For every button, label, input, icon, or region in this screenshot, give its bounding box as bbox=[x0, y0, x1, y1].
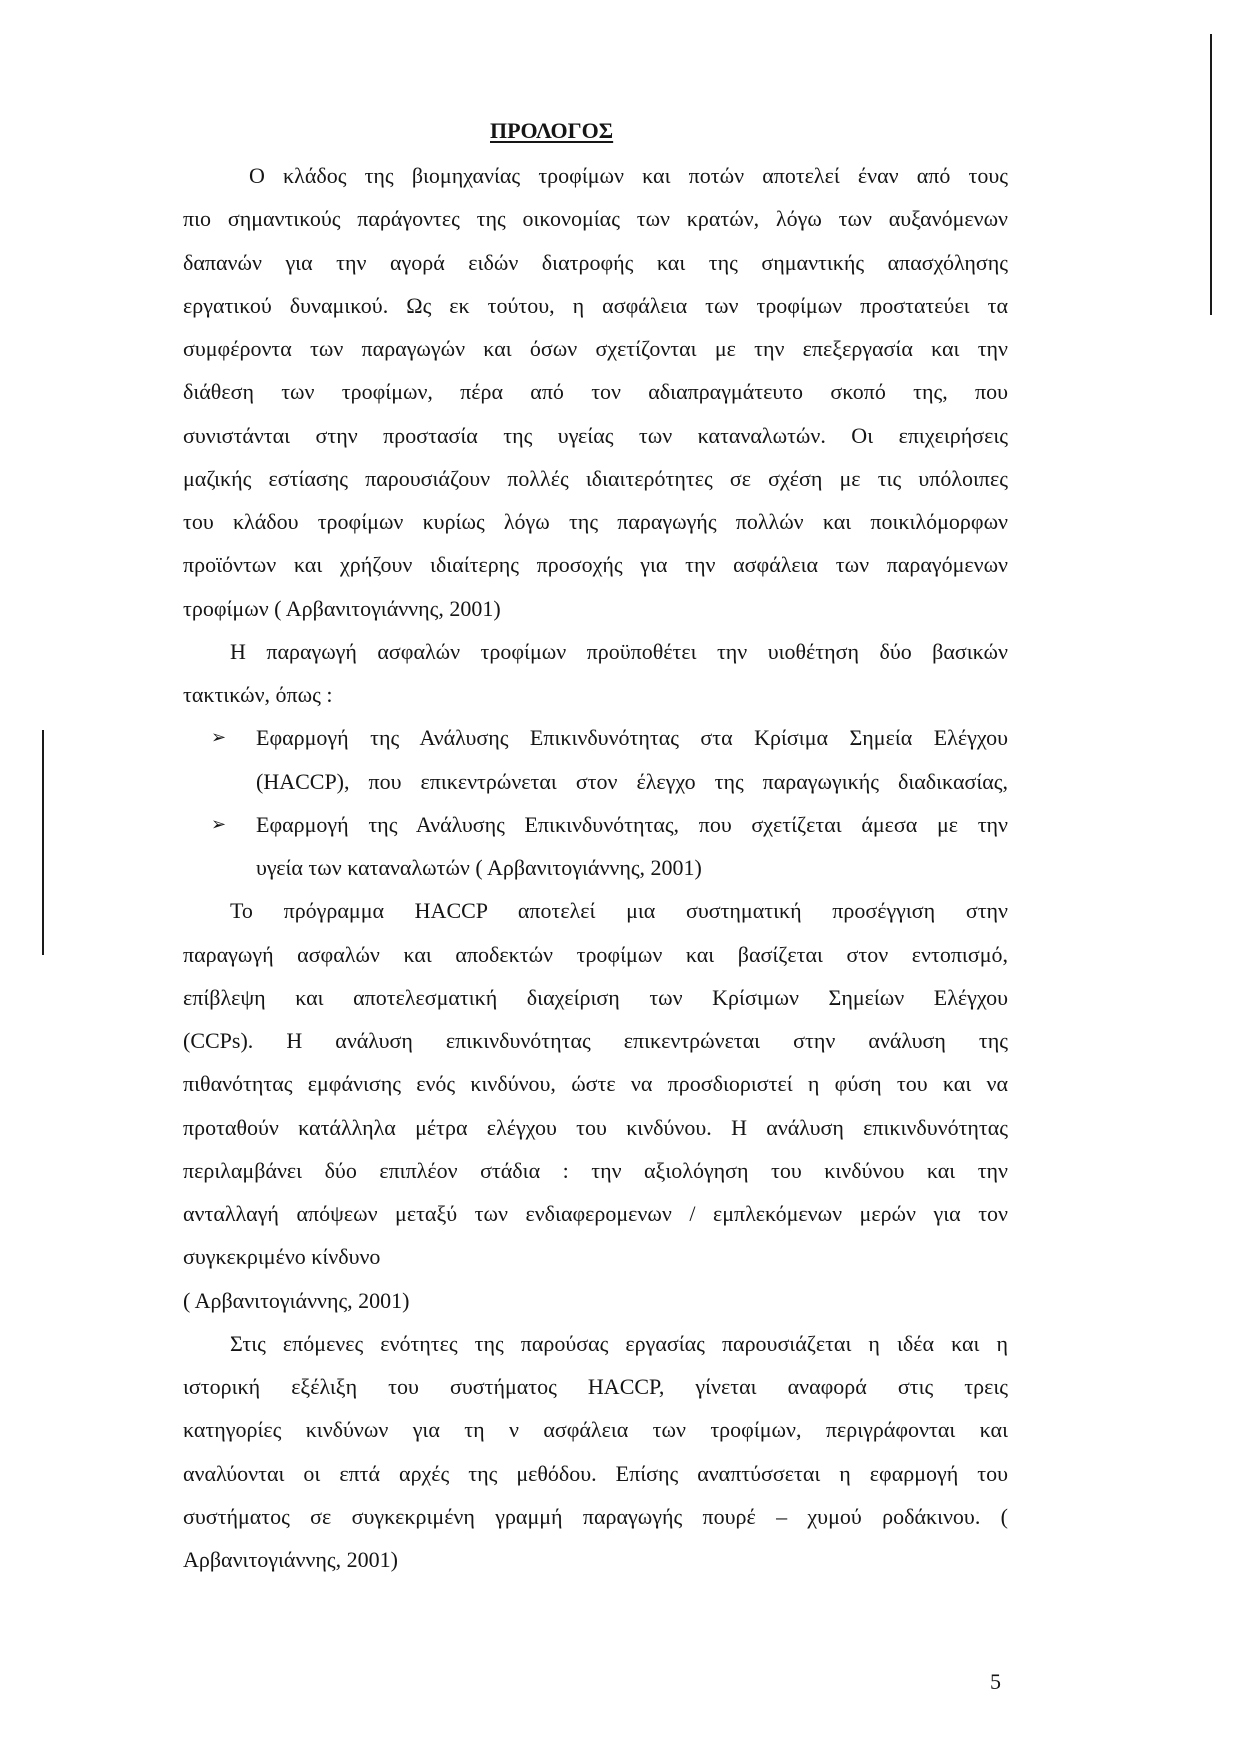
text-line: επίβλεψη και αποτελεσματική διαχείριση των Κρίσιμων Σημείων Ελέγχου bbox=[183, 984, 1008, 1010]
arrow-bullet-icon: ➢ bbox=[211, 813, 227, 835]
text-line: διάθεση των τροφίμων, πέρα από τον αδιαπραγμάτευτο σκοπό της, που bbox=[183, 379, 1008, 405]
bullet-item-continuation bbox=[183, 760, 1008, 803]
body-text bbox=[183, 154, 1008, 1581]
text-line: αναλύονται οι επτά αρχές της μεθόδου. Επίσης αναπτύσσεται η εφαρμογή του bbox=[183, 1460, 1008, 1486]
text-line: Η παραγωγή ασφαλών τροφίμων προϋποθέτει την υιοθέτηση δύο βασικών bbox=[230, 638, 1008, 664]
scan-edge-line bbox=[1210, 34, 1212, 315]
bullet-text-line: Εφαρμογή της Ανάλυσης Επικινδυνότητας στα Κρίσιμα Σημεία Ελέγχου bbox=[256, 725, 1008, 751]
text-line: τροφίμων ( Αρβανιτογιάννης, 2001) bbox=[183, 595, 501, 621]
bullet-item bbox=[183, 716, 1008, 759]
text-line: δαπανών για την αγορά ειδών διατροφής και της σημαντικής απασχόλησης bbox=[183, 249, 1008, 275]
text-line: του κλάδου τροφίμων κυρίως λόγω της παραγωγής πολλών και ποικιλόμορφων bbox=[183, 509, 1008, 534]
scan-edge-line bbox=[42, 730, 44, 955]
page-title: ΠΡΟΛΟΓΟΣ bbox=[490, 118, 614, 143]
text-line: (CCPs). Η ανάλυση επικινδυνότητας επικεντρώνεται στην ανάλυση της bbox=[183, 1028, 1008, 1053]
bullet-item-continuation bbox=[183, 846, 1008, 889]
text-line: παραγωγή ασφαλών και αποδεκτών τροφίμων και βασίζεται στον εντοπισμό, bbox=[183, 941, 1008, 967]
text-line: περιλαμβάνει δύο επιπλέον στάδια : την αξιολόγηση του κινδύνου και την bbox=[183, 1157, 1008, 1183]
arrow-bullet-icon: ➢ bbox=[211, 727, 227, 749]
text-line: ιστορική εξέλιξη του συστήματος HACCP, γίνεται αναφορά στις τρεις bbox=[183, 1374, 1008, 1399]
text-line: κατηγορίες κινδύνων για τη ν ασφάλεια των τροφίμων, περιγράφονται και bbox=[183, 1417, 1008, 1443]
bullet-text-line: Εφαρμογή της Ανάλυσης Επικινδυνότητας, που σχετίζεται άμεσα με την bbox=[256, 811, 1008, 837]
text-line: εργατικού δυναμικού. Ως εκ τούτου, η ασφάλεια των τροφίμων προστατεύει τα bbox=[183, 292, 1008, 318]
text-line: τακτικών, όπως : bbox=[183, 682, 333, 707]
text-line: Στις επόμενες ενότητες της παρούσας εργασίας παρουσιάζεται η ιδέα και η bbox=[230, 1330, 1008, 1356]
text-line: συγκεκριμένο κίνδυνο bbox=[183, 1244, 381, 1270]
bullet-item bbox=[183, 803, 1008, 846]
page-number: 5 bbox=[990, 1669, 1001, 1694]
text-line: Αρβανιτογιάννης, 2001) bbox=[183, 1547, 398, 1572]
text-line: Ο κλάδος της βιομηχανίας τροφίμων και ποτών αποτελεί έναν από τους bbox=[249, 163, 1008, 188]
text-line: προϊόντων και χρήζουν ιδιαίτερης προσοχής για την ασφάλεια των παραγόμενων bbox=[183, 552, 1008, 578]
text-line: Το πρόγραμμα HACCP αποτελεί μια συστηματική προσέγγιση στην bbox=[230, 898, 1008, 924]
text-line: ανταλλαγή απόψεων μεταξύ των ενδιαφερομενων / εμπλεκόμενων μερών για τον bbox=[183, 1201, 1008, 1226]
text-line: ( Αρβανιτογιάννης, 2001) bbox=[183, 1287, 410, 1313]
bullet-text-line: (HACCP), που επικεντρώνεται στον έλεγχο της παραγωγικής διαδικασίας, bbox=[256, 768, 1008, 794]
text-line: συνιστάνται στην προστασία της υγείας των καταναλωτών. Οι επιχειρήσεις bbox=[183, 422, 1008, 448]
text-line: συμφέροντα των παραγωγών και όσων σχετίζονται με την επεξεργασία και την bbox=[183, 336, 1008, 361]
text-line: μαζικής εστίασης παρουσιάζουν πολλές ιδιαιτερότητες σε σχέση με τις υπόλοιπες bbox=[183, 465, 1008, 491]
text-line: πιθανότητας εμφάνισης ενός κινδύνου, ώστε να προσδιοριστεί η φύση του και να bbox=[183, 1071, 1008, 1097]
text-line: προταθούν κατάλληλα μέτρα ελέγχου του κινδύνου. Η ανάλυση επικινδυνότητας bbox=[183, 1114, 1008, 1140]
text-line: πιο σημαντικούς παράγοντες της οικονομίας των κρατών, λόγω των αυξανόμενων bbox=[183, 206, 1008, 232]
text-line: συστήματος σε συγκεκριμένη γραμμή παραγωγής πουρέ – χυμού ροδάκινου. ( bbox=[183, 1503, 1008, 1529]
bullet-text-line: υγεία των καταναλωτών ( Αρβανιτογιάννης, 2001) bbox=[256, 855, 702, 880]
